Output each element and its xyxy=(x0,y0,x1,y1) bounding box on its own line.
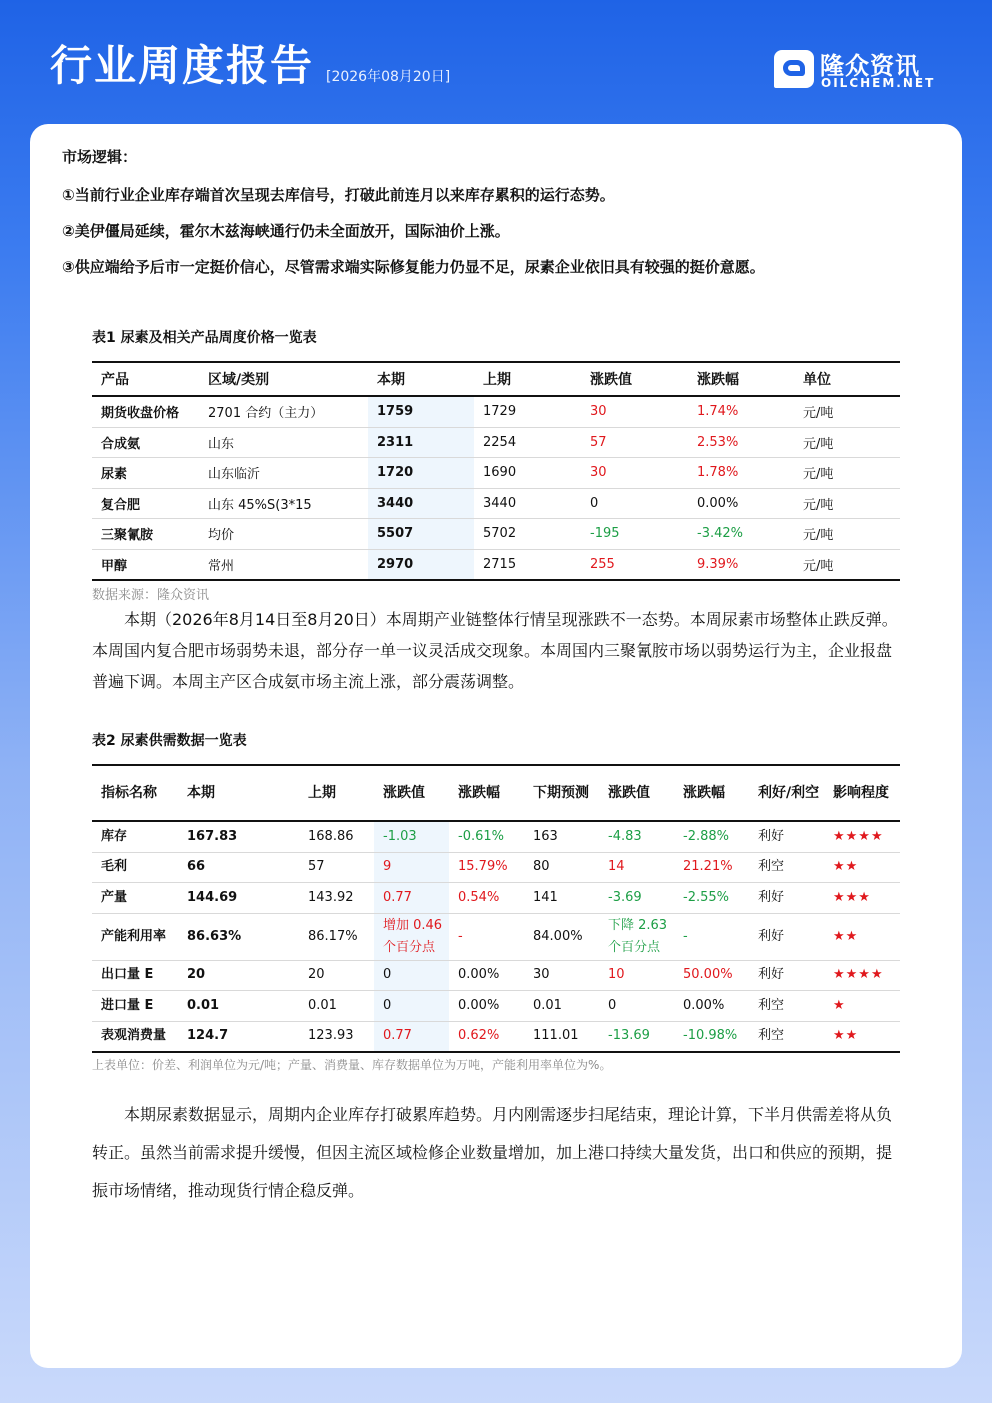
cell-bull-bear: 利好 xyxy=(758,828,785,844)
cell-forecast: 141 xyxy=(524,883,599,914)
cell-region: 常州 xyxy=(199,549,368,580)
col-header-previous: 上期 xyxy=(474,362,581,396)
cell-forecast: 30 xyxy=(524,960,599,991)
cell-forecast-change-pct: -2.55% xyxy=(674,883,749,914)
table-row xyxy=(92,852,900,883)
cell-forecast-change-pct: 21.21% xyxy=(674,852,749,883)
report-header xyxy=(0,0,992,120)
cell-bull-bear: 利好 xyxy=(749,913,824,960)
supply-demand-table xyxy=(92,764,900,1053)
table-row xyxy=(92,991,900,1022)
cell-impact-stars: ★ xyxy=(824,991,900,1022)
table-header-row xyxy=(92,765,900,821)
cell-current: 20 xyxy=(178,960,299,991)
cell-current: 144.69 xyxy=(178,883,299,914)
logo-mark-icon xyxy=(774,50,814,88)
report-title: 行业周度报告 xyxy=(50,41,315,90)
summary-paragraph: 本期（2026年8月14日至8月20日）本周期产业链整体行情呈现涨跌不一态势。本周尿素市场整体止跌反弹。本周国内复合肥市场弱势未退，部分存一单一议灵活成交现象。本周国内三聚氰胺市场以弱势运行为主，企业报盘普遍下调。本周主产区合成氨市场主流上涨，部分震荡调整。 xyxy=(92,610,898,691)
cell-change: 30 xyxy=(581,458,688,489)
cell-change: 57 xyxy=(581,427,688,458)
cell-forecast-change-pct: 50.00% xyxy=(674,960,749,991)
cell-forecast: 111.01 xyxy=(524,1021,599,1052)
cell-forecast: 163 xyxy=(533,828,558,844)
cell-current: 1720 xyxy=(368,458,474,489)
cell-impact-stars: ★★ xyxy=(824,913,900,960)
cell-previous: 1729 xyxy=(483,404,517,420)
table-header-row xyxy=(92,362,900,396)
cell-change-pct: 15.79% xyxy=(449,852,524,883)
cell-current: 124.7 xyxy=(178,1021,299,1052)
table-row xyxy=(92,821,900,852)
table-row xyxy=(92,458,900,489)
cell-unit: 元/吨 xyxy=(794,519,900,550)
col-header-indicator: 指标名称 xyxy=(92,765,178,821)
cell-impact-stars: ★★ xyxy=(824,852,900,883)
cell-current: 0.01 xyxy=(178,991,299,1022)
table-row xyxy=(92,1021,900,1052)
cell-impact-stars: ★★ xyxy=(824,1021,900,1052)
cell-indicator: 进口量 E xyxy=(92,991,178,1022)
table-row xyxy=(92,960,900,991)
cell-indicator: 毛利 xyxy=(92,852,178,883)
market-logic-item: ③供应端给予后市一定挺价信心，尽管需求端实际修复能力仍显不足，尿素企业依旧具有较强的挺价意愿。 xyxy=(62,258,765,276)
cell-change-pct: 0.62% xyxy=(449,1021,524,1052)
cell-forecast-change: 10 xyxy=(599,960,674,991)
table-row xyxy=(92,488,900,519)
cell-product: 尿素 xyxy=(92,458,199,489)
cell-previous: 86.17% xyxy=(299,913,374,960)
col-header-region: 区域/类别 xyxy=(199,362,368,396)
report-date: [2026年08月20日] xyxy=(326,69,451,85)
cell-change-pct: 0.00% xyxy=(449,960,524,991)
col-header-change-pct: 涨跌幅 xyxy=(688,362,794,396)
analysis-paragraph: 本期尿素数据显示，周期内企业库存打破累库趋势。月内刚需逐步扫尾结束，理论计算，下半月供需差将从负转正。虽然当前需求提升缓慢，但因主流区域检修企业数量增加，加上港口持续大量发货，出口和供应的预期，提振市场情绪，推动现货行情企稳反弹。 xyxy=(92,1105,893,1200)
cell-previous: 0.01 xyxy=(299,991,374,1022)
cell-change-pct: 1.74% xyxy=(697,404,739,420)
cell-change: 255 xyxy=(581,549,688,580)
cell-current: 86.63% xyxy=(178,913,299,960)
cell-change: 30 xyxy=(590,404,607,420)
cell-impact-stars: ★★★ xyxy=(824,883,900,914)
cell-bull-bear: 利好 xyxy=(749,960,824,991)
cell-change: -195 xyxy=(581,519,688,550)
cell-current: 2970 xyxy=(368,549,474,580)
cell-forecast: 80 xyxy=(524,852,599,883)
cell-previous: 123.93 xyxy=(299,1021,374,1052)
cell-indicator: 产能利用率 xyxy=(92,913,178,960)
cell-region: 均价 xyxy=(199,519,368,550)
cell-change-pct: 1.78% xyxy=(688,458,794,489)
table1-title: 表1 尿素及相关产品周度价格一览表 xyxy=(92,330,317,346)
col-header-change: 涨跌值 xyxy=(581,362,688,396)
cell-region: 山东临沂 xyxy=(199,458,368,489)
col-header-product: 产品 xyxy=(92,362,199,396)
cell-bull-bear: 利好 xyxy=(749,883,824,914)
table-row xyxy=(92,396,900,427)
cell-forecast-change: 下降 2.63个百分点 xyxy=(599,913,674,960)
cell-previous: 2254 xyxy=(474,427,581,458)
market-logic-heading: 市场逻辑： xyxy=(62,148,138,166)
table-row xyxy=(92,549,900,580)
cell-unit: 元/吨 xyxy=(794,458,900,489)
cell-indicator: 库存 xyxy=(101,828,128,844)
brand-logo xyxy=(774,46,944,90)
cell-change-pct: 0.00% xyxy=(688,488,794,519)
col-header-forecast-change: 涨跌值 xyxy=(599,765,674,821)
data-source: 数据来源：隆众资讯 xyxy=(92,588,210,603)
cell-region: 山东 xyxy=(199,427,368,458)
table2-title: 表2 尿素供需数据一览表 xyxy=(92,733,247,749)
cell-bull-bear: 利空 xyxy=(749,991,824,1022)
cell-previous: 57 xyxy=(299,852,374,883)
cell-change: 0 xyxy=(374,960,449,991)
cell-impact-stars: ★★★★ xyxy=(833,828,884,844)
cell-current: 5507 xyxy=(368,519,474,550)
cell-previous: 5702 xyxy=(474,519,581,550)
cell-forecast-change: -4.83 xyxy=(608,828,642,844)
cell-current: 3440 xyxy=(368,488,474,519)
col-header-forecast: 下期预测 xyxy=(524,765,599,821)
cell-forecast-change-pct: -2.88% xyxy=(683,828,729,844)
cell-impact-stars: ★★★★ xyxy=(824,960,900,991)
cell-current: 1759 xyxy=(368,396,474,427)
cell-change: 0.77 xyxy=(374,1021,449,1052)
col-header-change: 涨跌值 xyxy=(374,765,449,821)
cell-change-pct: 2.53% xyxy=(688,427,794,458)
cell-forecast-change-pct: -10.98% xyxy=(674,1021,749,1052)
cell-change-pct: 0.54% xyxy=(449,883,524,914)
cell-product: 合成氨 xyxy=(92,427,199,458)
market-logic-item: ①当前行业企业库存端首次呈现去库信号，打破此前连月以来库存累积的运行态势。 xyxy=(62,186,615,204)
cell-product: 三聚氰胺 xyxy=(92,519,199,550)
cell-current: 2311 xyxy=(368,427,474,458)
cell-indicator: 出口量 E xyxy=(92,960,178,991)
cell-forecast-change-pct: 0.00% xyxy=(674,991,749,1022)
cell-unit: 元/吨 xyxy=(794,488,900,519)
cell-forecast-change-pct: - xyxy=(674,913,749,960)
cell-previous: 168.86 xyxy=(308,828,354,844)
cell-change: 增加 0.46个百分点 xyxy=(374,913,449,960)
table-row xyxy=(92,913,900,960)
col-header-unit: 单位 xyxy=(794,362,900,396)
table-row xyxy=(92,519,900,550)
cell-change: -1.03 xyxy=(374,821,449,852)
market-logic-item: ②美伊僵局延续，霍尔木兹海峡通行仍未全面放开，国际油价上涨。 xyxy=(62,222,510,240)
cell-change-pct: - xyxy=(449,913,524,960)
cell-bull-bear: 利空 xyxy=(749,1021,824,1052)
cell-forecast: 84.00% xyxy=(524,913,599,960)
cell-indicator: 表观消费量 xyxy=(92,1021,178,1052)
market-logic-section xyxy=(62,146,900,293)
cell-forecast-change: 0 xyxy=(599,991,674,1022)
table-row xyxy=(92,427,900,458)
cell-change-pct: -3.42% xyxy=(688,519,794,550)
cell-forecast-change: -13.69 xyxy=(599,1021,674,1052)
cell-forecast-change: 14 xyxy=(599,852,674,883)
cell-region: 山东 45%S(3*15 xyxy=(199,488,368,519)
logo-english-name: OILCHEM.NET xyxy=(821,76,936,90)
price-table xyxy=(92,361,900,581)
table-row xyxy=(92,883,900,914)
logo-chinese-name: 隆众资讯 xyxy=(820,52,920,80)
col-header-previous: 上期 xyxy=(299,765,374,821)
cell-current: 66 xyxy=(178,852,299,883)
cell-previous: 1690 xyxy=(474,458,581,489)
cell-previous: 2715 xyxy=(474,549,581,580)
cell-change-pct: 9.39% xyxy=(688,549,794,580)
cell-previous: 143.92 xyxy=(299,883,374,914)
cell-product: 期货收盘价格 xyxy=(101,406,180,422)
col-header-forecast-change-pct: 涨跌幅 xyxy=(674,765,749,821)
col-header-change-pct: 涨跌幅 xyxy=(449,765,524,821)
col-header-current: 本期 xyxy=(368,362,474,396)
col-header-bull-bear: 利好/利空 xyxy=(749,765,824,821)
cell-indicator: 产量 xyxy=(92,883,178,914)
col-header-current: 本期 xyxy=(178,765,299,821)
cell-change-pct: 0.00% xyxy=(449,991,524,1022)
cell-change-pct: -0.61% xyxy=(458,828,504,844)
cell-unit: 元/吨 xyxy=(794,427,900,458)
cell-unit: 元/吨 xyxy=(794,549,900,580)
cell-bull-bear: 利空 xyxy=(749,852,824,883)
cell-current: 167.83 xyxy=(187,828,238,844)
cell-product: 甲醇 xyxy=(92,549,199,580)
cell-forecast: 0.01 xyxy=(524,991,599,1022)
cell-change: 0 xyxy=(374,991,449,1022)
cell-previous: 20 xyxy=(299,960,374,991)
cell-unit: 元/吨 xyxy=(803,406,834,422)
cell-region: 2701 合约（主力） xyxy=(208,406,324,422)
cell-change: 0 xyxy=(581,488,688,519)
cell-change: 0.77 xyxy=(374,883,449,914)
col-header-impact: 影响程度 xyxy=(824,765,900,821)
cell-change: 9 xyxy=(374,852,449,883)
cell-previous: 3440 xyxy=(474,488,581,519)
cell-forecast-change: -3.69 xyxy=(599,883,674,914)
cell-product: 复合肥 xyxy=(92,488,199,519)
table2-unit-note: 上表单位：价差、利润单位为元/吨；产量、消费量、库存数据单位为万吨，产能利用率单位为%。 xyxy=(92,1058,612,1072)
